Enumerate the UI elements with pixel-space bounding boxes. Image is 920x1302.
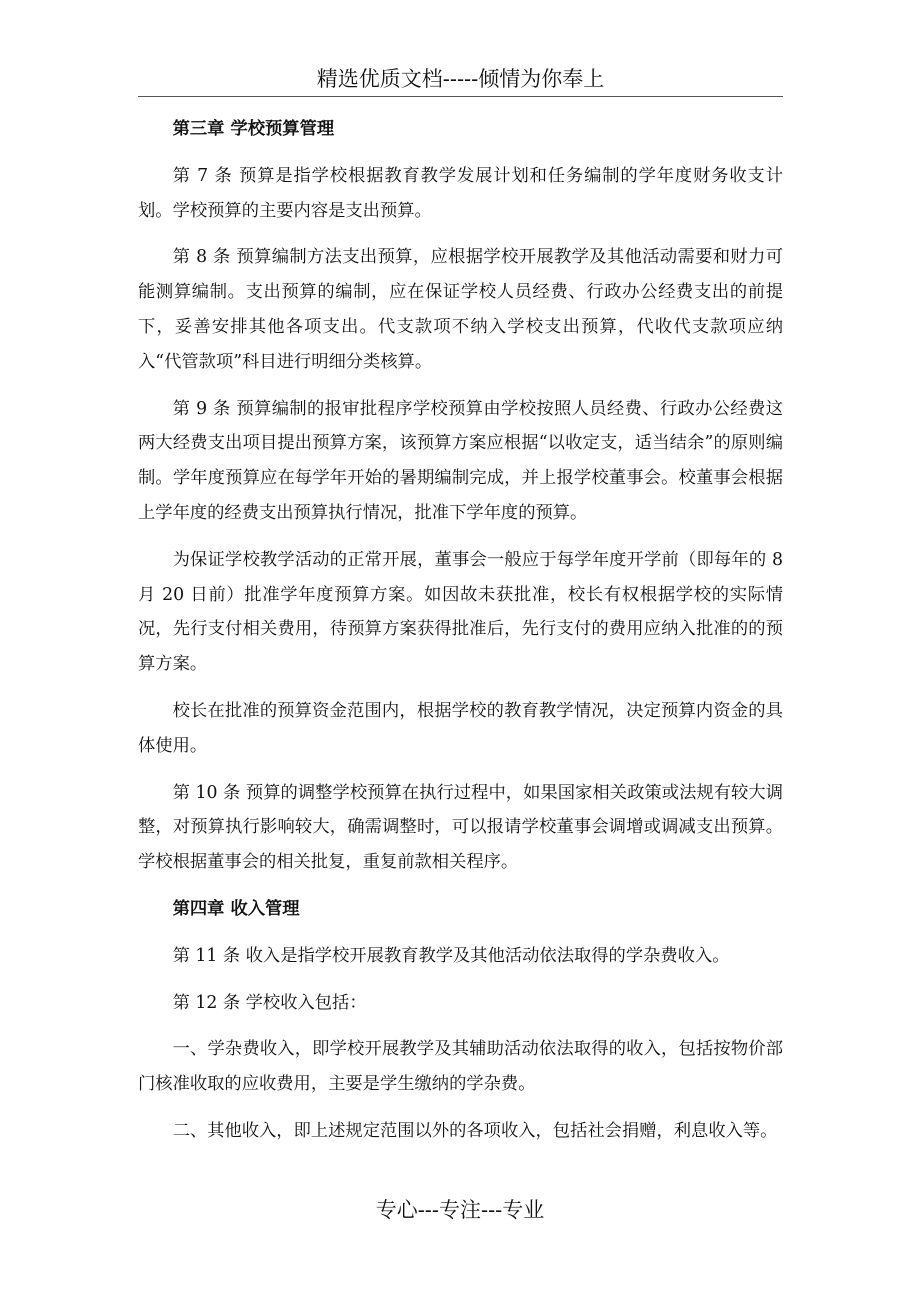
document-body bbox=[138, 112, 783, 1149]
paragraph-principal-authority: 校长在批准的预算资金范围内，根据学校的教育教学情况，决定预算内资金的具体使用。 bbox=[138, 700, 783, 756]
paragraph-budget-approval: 为保证学校教学活动的正常开展，董事会一般应于每学年度开学前（即每年的 8 月 20 日前）批准学年度预算方案。如因故未获批准，校长有权根据学校的实际情况，先行支付相关费用，待预算方案获得批准后，先行支付的费用应纳入批准的的预算方案。 bbox=[138, 549, 783, 675]
chapter-heading-3: 第三章 学校预算管理 bbox=[172, 119, 335, 139]
article-9: 第 9 条 预算编制的报审批程序学校预算由学校按照人员经费、行政办公经费这两大经费支出项目提出预算方案，该预算方案应根据“以收定支，适当结余”的原则编制。学年度预算应在每学年开始的暑期编制完成，并上报学校董事会。校董事会根据上学年度的经费支出预算执行情况，批准下学年度的预算。 bbox=[138, 398, 783, 523]
article-11: 第 11 条 收入是指学校开展教育教学及其他活动依法取得的学杂费收入。 bbox=[172, 945, 730, 966]
page-header: 精选优质文档-----倾情为你奉上 bbox=[138, 62, 783, 97]
article-12: 第 12 条 学校收入包括： bbox=[172, 992, 367, 1013]
income-item-1: 一、学杂费收入，即学校开展教学及其辅助活动依法取得的收入，包括按物价部门核准收取的应收费用，主要是学生缴纳的学杂费。 bbox=[138, 1039, 783, 1095]
chapter-heading-4: 第四章 收入管理 bbox=[172, 898, 300, 919]
article-8: 第 8 条 预算编制方法支出预算，应根据学校开展教学及其他活动需要和财力可能测算编制。支出预算的编制，应在保证学校人员经费、行政办公经费支出的前提下，妥善安排其他各项支出。代支款项不纳入学校支出预算，代收代支款项应纳入“代管款项”科目进行明细分类核算。 bbox=[138, 247, 783, 372]
income-item-2: 二、其他收入，即上述规定范围以外的各项收入，包括社会捐赠，利息收入等。 bbox=[172, 1120, 778, 1141]
article-7: 第 7 条 预算是指学校根据教育教学发展计划和任务编制的学年度财务收支计划。学校预算的主要内容是支出预算。 bbox=[138, 165, 783, 221]
page-footer: 专心---专注---专业 bbox=[375, 1198, 545, 1222]
article-10: 第 10 条 预算的调整学校预算在执行过程中，如果国家相关政策或法规有较大调整，对预算执行影响较大，确需调整时，可以报请学校董事会调增或调减支出预算。学校根据董事会的相关批复，重复前款相关程序。 bbox=[138, 782, 783, 873]
